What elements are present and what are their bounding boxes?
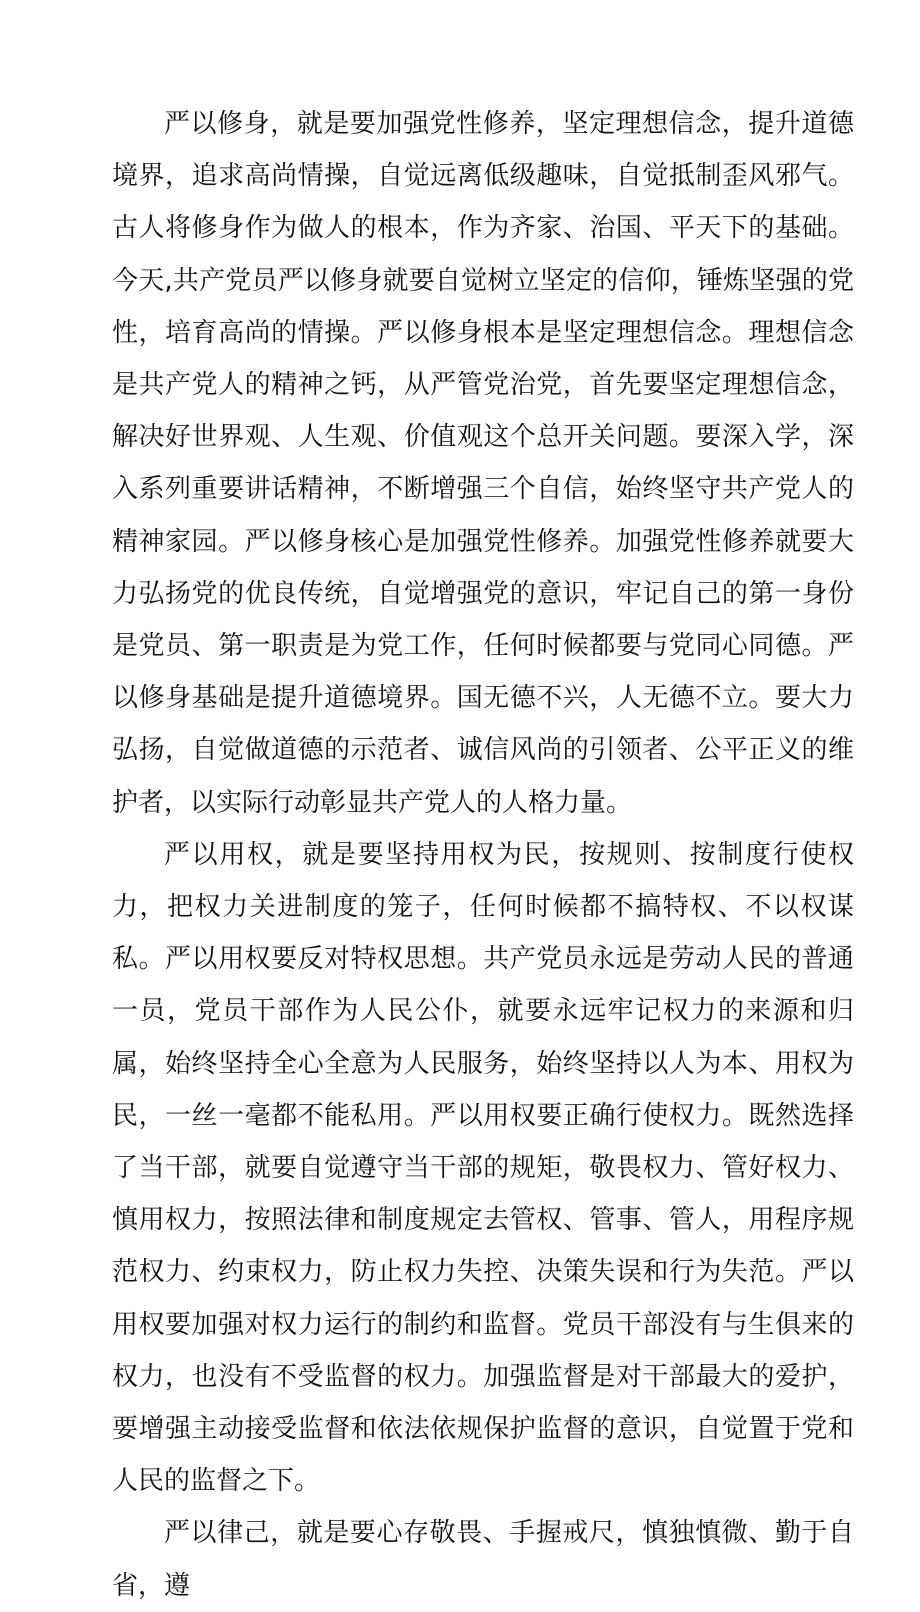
paragraph-self-cultivation: 严以修身，就是要加强党性修养，坚定理想信念，提升道德境界，追求高尚情操，自觉远离低级趣味，自觉抵制歪风邪气。古人将修身作为做人的根本，作为齐家、治国、平天下的基础。今天,共产党员严以修身就要自觉树立坚定的信仰，锤炼坚强的党性，培育高尚的情操。严以修身根本是坚定理想信念。理想信念是共产党人的精神之钙，从严管党治党，首先要坚定理想信念，解决好世界观、人生观、价值观这个总开关问题。要深入学，深入系列重要讲话精神，不断增强三个自信，始终坚守共产党人的精神家园。严以修身核心是加强党性修养。加强党性修养就要大力弘扬党的优良传统，自觉增强党的意识，牢记自己的第一身份是党员、第一职责是为党工作，任何时候都要与党同心同德。严以修身基础是提升道德境界。国无德不兴，人无德不立。要大力弘扬，自觉做道德的示范者、诚信风尚的引领者、公平正义的维护者，以实际行动彰显共产党人的人格力量。 [112,109,854,818]
paragraph-self-discipline: 严以律己，就是要心存敬畏、手握戒尺，慎独慎微、勤于自省，遵 [112,1518,854,1601]
paragraph-use-of-power: 严以用权，就是要坚持用权为民，按规则、按制度行使权力，把权力关进制度的笼子，任何时候都不搞特权、不以权谋私。严以用权要反对特权思想。共产党员永远是劳动人民的普通一员，党员干部作为人民公仆，就要永远牢记权力的来源和归属，始终坚持全心全意为人民服务，始终坚持以人为本、用权为民，一丝一毫都不能私用。严以用权要正确行使权力。既然选择了当干部，就要自觉遵守当干部的规矩，敬畏权力、管好权力、慎用权力，按照法律和制度规定去管权、管事、管人，用程序规范权力、约束权力，防止权力失控、决策失误和行为失范。严以用权要加强对权力运行的制约和监督。党员干部没有与生俱来的权力，也没有不受监督的权力。加强监督是对干部最大的爱护，要增强主动接受监督和依法依规保护监督的意识，自觉置于党和人民的监督之下。 [112,839,854,1497]
document-body [112,98,854,1612]
